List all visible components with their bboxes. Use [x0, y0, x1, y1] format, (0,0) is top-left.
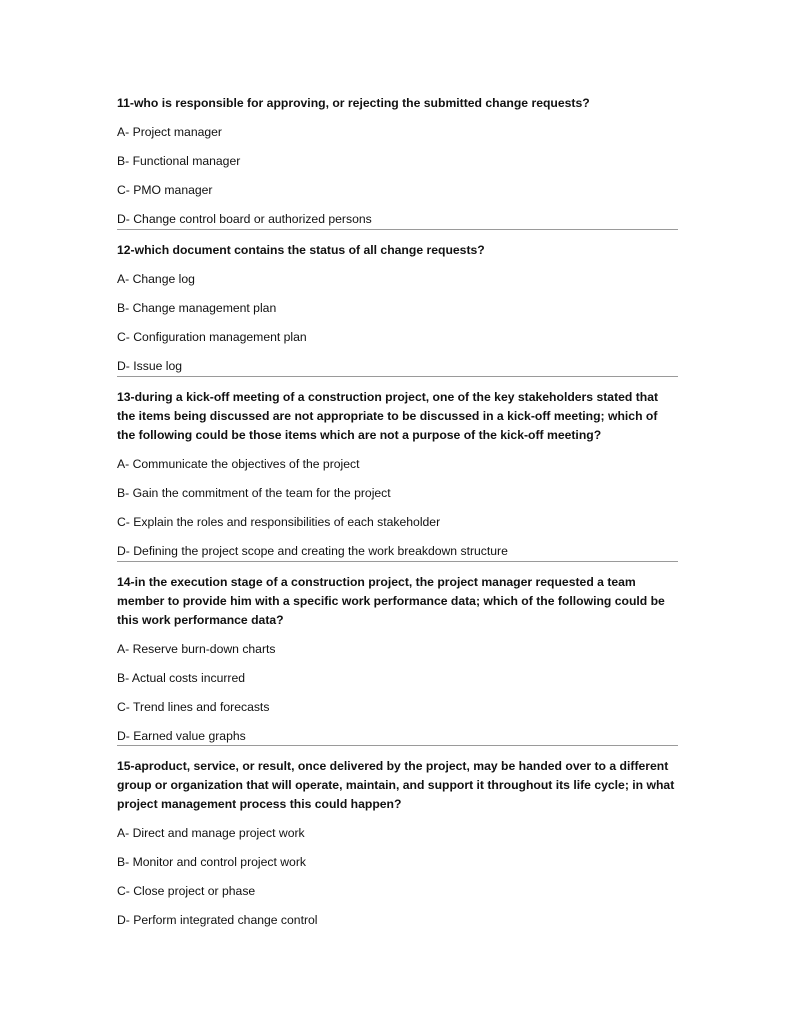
question-text: 13-during a kick-off meeting of a construction project, one of the key stakeholders stated that the items being discussed are not appropriate to be discussed in a kick-off meeting; which of the following could be those items which are not a purpose of the kick-off meeting?: [117, 390, 659, 442]
option-a: A- Direct and manage project work: [117, 826, 305, 840]
option-b: B- Gain the commitment of the team for the project: [117, 486, 391, 500]
option-list: [117, 640, 678, 746]
question-text: 11-who is responsible for approving, or rejecting the submitted change requests?: [117, 96, 590, 110]
option-c: C- Explain the roles and responsibilities of each stakeholder: [117, 515, 441, 529]
question-11: [117, 94, 678, 229]
option-list: [117, 824, 678, 930]
question-text: 15-aproduct, service, or result, once delivered by the project, may be handed over to a different group or organization that will operate, maintain, and support it throughout its life cycle; in what project management process this could happen?: [117, 759, 675, 811]
question-divider: [117, 745, 678, 746]
question-15: [117, 757, 678, 930]
option-d: D- Earned value graphs: [117, 729, 246, 743]
option-b: B- Monitor and control project work: [117, 855, 306, 869]
option-d: D- Issue log: [117, 359, 183, 373]
option-a: A- Communicate the objectives of the project: [117, 457, 360, 471]
question-12: [117, 241, 678, 376]
option-b: B- Functional manager: [117, 154, 241, 168]
option-d: D- Change control board or authorized persons: [117, 212, 372, 226]
question-text: 14-in the execution stage of a construction project, the project manager requested a team member to provide him with a specific work performance data; which of the following could be this work performance data?: [117, 575, 665, 627]
question-divider: [117, 376, 678, 377]
option-c: C- PMO manager: [117, 183, 213, 197]
question-14: [117, 573, 678, 746]
option-list: [117, 455, 678, 561]
option-d: D- Perform integrated change control: [117, 913, 318, 927]
option-c: C- Configuration management plan: [117, 330, 307, 344]
question-13: [117, 388, 678, 561]
option-c: C- Close project or phase: [117, 884, 256, 898]
option-b: B- Actual costs incurred: [117, 671, 246, 685]
question-divider: [117, 561, 678, 562]
option-c: C- Trend lines and forecasts: [117, 700, 270, 714]
question-text: 12-which document contains the status of all change requests?: [117, 243, 485, 257]
option-list: [117, 123, 678, 229]
option-d: D- Defining the project scope and creating the work breakdown structure: [117, 544, 508, 558]
option-list: [117, 270, 678, 376]
option-b: B- Change management plan: [117, 301, 277, 315]
option-a: A- Change log: [117, 272, 195, 286]
option-a: A- Project manager: [117, 125, 222, 139]
option-a: A- Reserve burn-down charts: [117, 642, 276, 656]
question-divider: [117, 229, 678, 230]
